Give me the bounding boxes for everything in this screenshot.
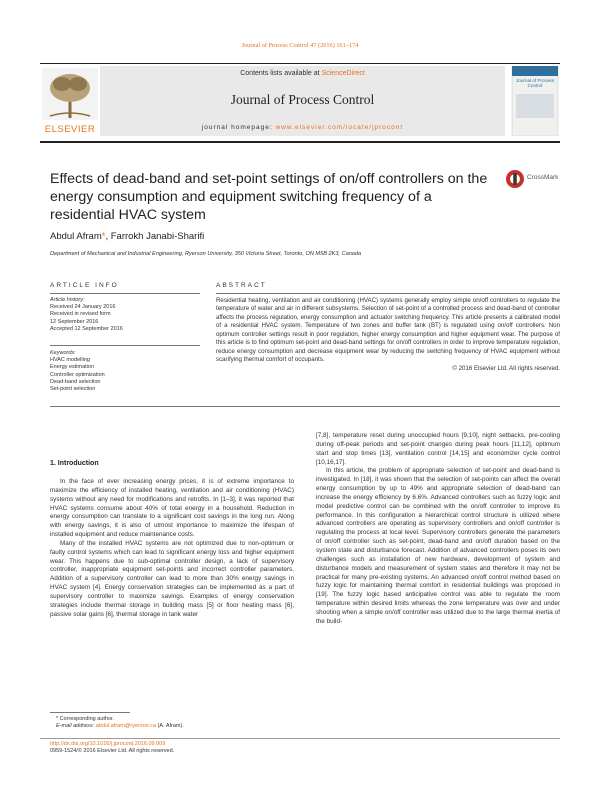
article-info-rule — [50, 293, 200, 294]
paragraph: Many of the installed HVAC systems are not optimized due to non-optimum or faulty control systems which can lead to significant energy loss and higher equipment wear. This happens due to sub-optimal controller design, a lack of supervisory controller, inappropriate equipment set-points and incorrect controller parameters. Addition of a supervisory controller can lead to more than 30% energy savings in HVAC system [4]. Energy conservation strategies can be implemented as a part of supervisory controller to maximize savings. Examples of energy conservation strategies include thermal storage in building mass [5] or floor heating mass [6], passive solar gains [6], thermal storage in tank water — [50, 539, 294, 618]
footer-rule — [40, 738, 560, 739]
right-column — [316, 432, 560, 627]
author-name[interactable]: Abdul Afram — [50, 231, 102, 242]
doi-block — [50, 741, 350, 755]
keywords-label: Keywords: — [50, 350, 76, 356]
author-separator: , — [105, 231, 109, 242]
history-item: Received in revised form — [50, 311, 111, 318]
email-label: E-mail address: — [56, 723, 95, 730]
elsevier-tree-graphic — [40, 66, 100, 122]
abstract-bottom-rule — [50, 406, 560, 407]
keyword-item: Controller optimization — [50, 371, 105, 378]
top-rule — [40, 63, 560, 64]
paragraph: In the face of ever increasing energy prices, it is of extreme importance to maximize the efficiency of installed heating, ventilation and air conditioning (HVAC) systems without any need for modifications and retrofits. In [1–3], it was reported that HVAC systems consume about 40% of total energy in a household. Reduction in energy consumption can translate to a significant cost savings in the long run. Along with energy savings, it is also of utmost importance to maximize the lifespan of installed equipment and reduce maintenance costs. — [50, 478, 294, 539]
cover-graphic — [510, 66, 560, 136]
email-person: (A. Afram). — [157, 723, 184, 730]
contents-prefix: Contents lists available at — [240, 70, 320, 77]
keyword-item: Energy estimation — [50, 364, 95, 371]
journal-title: Journal of Process Control — [230, 92, 375, 107]
homepage-prefix: journal homepage: — [201, 124, 273, 131]
abstract-copyright: © 2016 Elsevier Ltd. All rights reserved. — [452, 364, 560, 372]
history-label: Article history: — [50, 297, 85, 303]
doi-link[interactable]: http://dx.doi.org/10.1016/j.jprocont.2016.09.009 — [50, 741, 166, 747]
keywords-list — [50, 350, 200, 393]
sciencedirect-link[interactable]: ScienceDirect — [321, 70, 365, 77]
contents-line — [100, 70, 505, 77]
affiliation: Department of Mechanical and Industrial Engineering, Ryerson University, 350 Victoria Street, Toronto, ON M5B 2K3, Canada — [50, 251, 362, 257]
crossmark-badge[interactable] — [505, 172, 565, 188]
corresponding-author-note: * Corresponding author. — [56, 716, 115, 722]
history-item: Received 24 January 2016 — [50, 304, 116, 311]
footnotes — [50, 716, 310, 730]
journal-homepage-line — [100, 124, 505, 131]
email-link[interactable]: abdul.afram@ryerson.ca — [95, 723, 157, 730]
keyword-item: HVAC modelling — [50, 357, 90, 364]
article-history — [50, 297, 200, 333]
history-item: 12 September 2016 — [50, 318, 99, 325]
keywords-rule — [50, 345, 200, 346]
journal-header-band — [100, 66, 505, 136]
crossmark-icon — [505, 169, 525, 194]
corresponding-author-mark[interactable]: * — [101, 231, 106, 242]
left-column — [50, 478, 294, 620]
history-item: Accepted 12 September 2016 — [50, 325, 123, 332]
journal-cover-thumbnail — [510, 66, 560, 136]
paragraph: [7,8], temperature reset during unoccupied hours [9,10], night setbacks, pre-cooling during off-peak periods and set-point changes during peak hours [11,12], optimum start and stop times [13], ventilation control [14,15] and economizer cycle control [10,16,17]. — [316, 432, 560, 466]
crossmark-label: CrossMark — [527, 174, 559, 181]
article-title: Effects of dead-band and set-point settings of on/off controllers on the energy consumption and equipment switching frequency of a residential HVAC system — [50, 171, 488, 223]
abstract-text: Residential heating, ventilation and air conditioning (HVAC) systems generally employ simple on/off controllers to regulate the temperature of water and air in different subsystems. Selection of set-point of a controlled process and dead-band of controller affects the process regulation, energy consumption and actuator switching frequency. This article presents a calibrated model of a residential HVAC system. Temperature of two zones and buffer tank (BT) is regulated using on/off controllers. Non optimum controller settings result in poor regulation, higher energy consumption and higher equipment wear. The purpose of this article is to find optimum set-point and dead-band settings for on/off controllers in order to improve temperature regulation, reduce energy consumption and decrease equipment wear by reducing the switching frequency of HVAC equipment without scarifying thermal comfort of occupants. — [216, 297, 560, 364]
issn-line: 0959-1524/© 2016 Elsevier Ltd. All rights reserved. — [50, 748, 175, 755]
footnote-rule — [50, 712, 130, 713]
abstract-body — [216, 297, 560, 373]
paragraph: In this article, the problem of appropriate selection of set-point and dead-band is investigated. In [18], it was shown that the selection of set-points can affect the overall energy consumption by up to 49% and appropriate selection of dead-band can increase the energy efficiency by 6.6%. Advanced controllers such as fuzzy logic and model predictive control can be combined with the on/off controller to improve its performance. In this configuration a hierarchical control structure is utilized where advanced controllers are operating as supervisory controllers and on/off controller is regulating the process at local level. Supervisory controllers generate the parameters of on/off controller such as set-point, dead-band and on/off duration based on the system state and disturbance forecast. Addition of advanced controllers poses its own challenges such as installation of new hardware, development of system and disturbance models and measurement of system states and therefore it may not be practical for many pre-existing systems. An advanced on/off control method based on fuzzy logic for maintaining thermal comfort in residential buildings was proposed in [19]. The fuzzy logic based anticipative control was able to regulate the room temperature within desired limits whereas the zone temperature was over and under shooting when a simple on/off controller was utilized due to the large thermal inertia of the build- — [316, 467, 560, 625]
header-bottom-rule — [40, 141, 560, 143]
section-heading-introduction: 1. Introduction — [50, 460, 99, 467]
abstract-rule — [216, 293, 560, 294]
author-line — [50, 231, 204, 242]
email-line — [50, 723, 310, 730]
article-info-heading: ARTICLE INFO — [50, 282, 119, 289]
author-name[interactable]: Farrokh Janabi-Sharifi — [110, 231, 205, 242]
homepage-link[interactable]: www.elsevier.com/locate/jprocont — [275, 124, 404, 131]
keyword-item: Dead-band selection — [50, 378, 101, 385]
keyword-item: Set-point selection — [50, 386, 96, 393]
abstract-heading: ABSTRACT — [216, 282, 267, 289]
publisher-name: ELSEVIER — [44, 124, 96, 135]
cover-title: Journal of Process Control — [515, 78, 555, 89]
journal-reference[interactable]: Journal of Process Control 47 (2016) 161–174 — [241, 42, 359, 49]
